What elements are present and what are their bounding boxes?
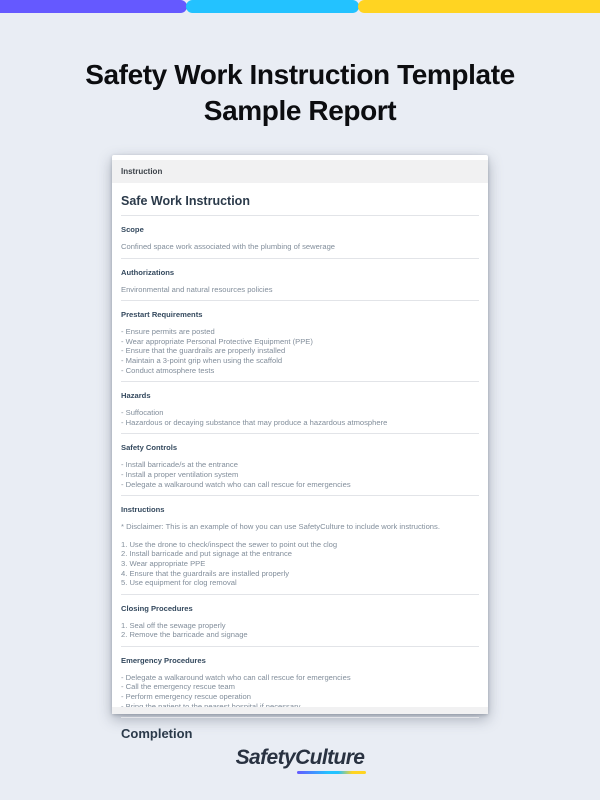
section-group [121, 621, 479, 640]
section-group [121, 408, 479, 427]
section-heading: Prestart Requirements [121, 310, 203, 320]
section-line: Confined space work associated with the plumbing of sewerage [121, 242, 336, 251]
section-group [121, 522, 479, 532]
section-line: - Wear appropriate Personal Protective Equipment (PPE) [121, 336, 313, 346]
accent-segment-purple [0, 0, 187, 13]
report-section [121, 216, 479, 259]
section-group [121, 540, 479, 588]
section-group [121, 242, 479, 252]
section-line: - Maintain a 3-point grip when using the scaffold [121, 355, 283, 365]
section-line: 2. Install barricade and put signage at the entrance [121, 549, 292, 559]
section-heading: Instructions [121, 505, 165, 515]
section-line: 2. Remove the barricade and signage [121, 630, 248, 640]
report-preview-card [112, 155, 488, 742]
safetyculture-logo [236, 746, 365, 770]
section-heading: Scope [121, 225, 144, 234]
completion-title: Completion [121, 726, 193, 742]
section-group [121, 460, 479, 489]
report-sections [121, 216, 479, 718]
section-line: 4. Ensure that the guardrails are installed properly [121, 568, 290, 578]
report-page-header [112, 160, 488, 183]
section-line: * Disclaimer: This is an example of how you can use SafetyCulture to include work instructions. [121, 522, 440, 532]
report-section [121, 259, 479, 302]
report-section [121, 496, 479, 595]
section-line: 3. Wear appropriate PPE [121, 558, 206, 568]
section-line: - Ensure permits are posted [121, 327, 215, 337]
section-line: Environmental and natural resources policies [121, 284, 273, 294]
section-line: 1. Use the drone to check/inspect the sewer to point out the clog [121, 539, 338, 549]
report-next-page-strip [112, 707, 488, 714]
page-title-line2: Sample Report [203, 95, 397, 126]
logo-text-culture: Culture [295, 746, 365, 769]
report-title: Safe Work Instruction [121, 185, 479, 216]
section-heading: Safety Controls [121, 443, 178, 453]
section-line: 1. Seal off the sewage properly [121, 620, 226, 630]
report-section [121, 595, 479, 647]
section-line: - Ensure that the guardrails are properly installed [121, 346, 286, 356]
section-line: - Install a proper ventilation system [121, 469, 239, 479]
section-line: - Delegate a walkaround watch who can call rescue for emergencies [121, 479, 351, 489]
section-line: - Hazardous or decaying substance that may produce a hazardous atmosphere [121, 417, 388, 427]
page-title-line1: Safety Work Instruction Template [85, 59, 515, 90]
report-section [121, 434, 479, 496]
section-group [121, 327, 479, 375]
section-line: - Conduct atmosphere tests [121, 365, 215, 375]
section-heading: Authorizations [121, 267, 175, 277]
section-line: - Install barricade/s at the entrance [121, 460, 238, 470]
accent-segment-yellow [358, 0, 600, 13]
report-body [112, 183, 488, 749]
report-page-header-label: Instruction [121, 167, 163, 176]
page-title [40, 57, 560, 129]
section-line: - Perform emergency rescue operation [121, 692, 251, 702]
section-group [121, 673, 479, 711]
section-heading: Emergency Procedures [121, 655, 206, 665]
section-line: - Call the emergency rescue team [121, 682, 235, 692]
page-footer [0, 746, 600, 770]
section-line: - Delegate a walkaround watch who can call rescue for emergencies [121, 672, 351, 682]
accent-segment-cyan [186, 0, 359, 13]
logo-text-safety: Safety [235, 746, 296, 769]
section-line: - Suffocation [121, 408, 164, 418]
top-accent-bar [0, 0, 600, 13]
section-line: 5. Use equipment for clog removal [121, 578, 237, 588]
section-heading: Hazards [121, 391, 151, 401]
section-group [121, 285, 479, 295]
report-section [121, 301, 479, 382]
section-heading: Closing Procedures [121, 603, 193, 613]
report-section [121, 382, 479, 434]
